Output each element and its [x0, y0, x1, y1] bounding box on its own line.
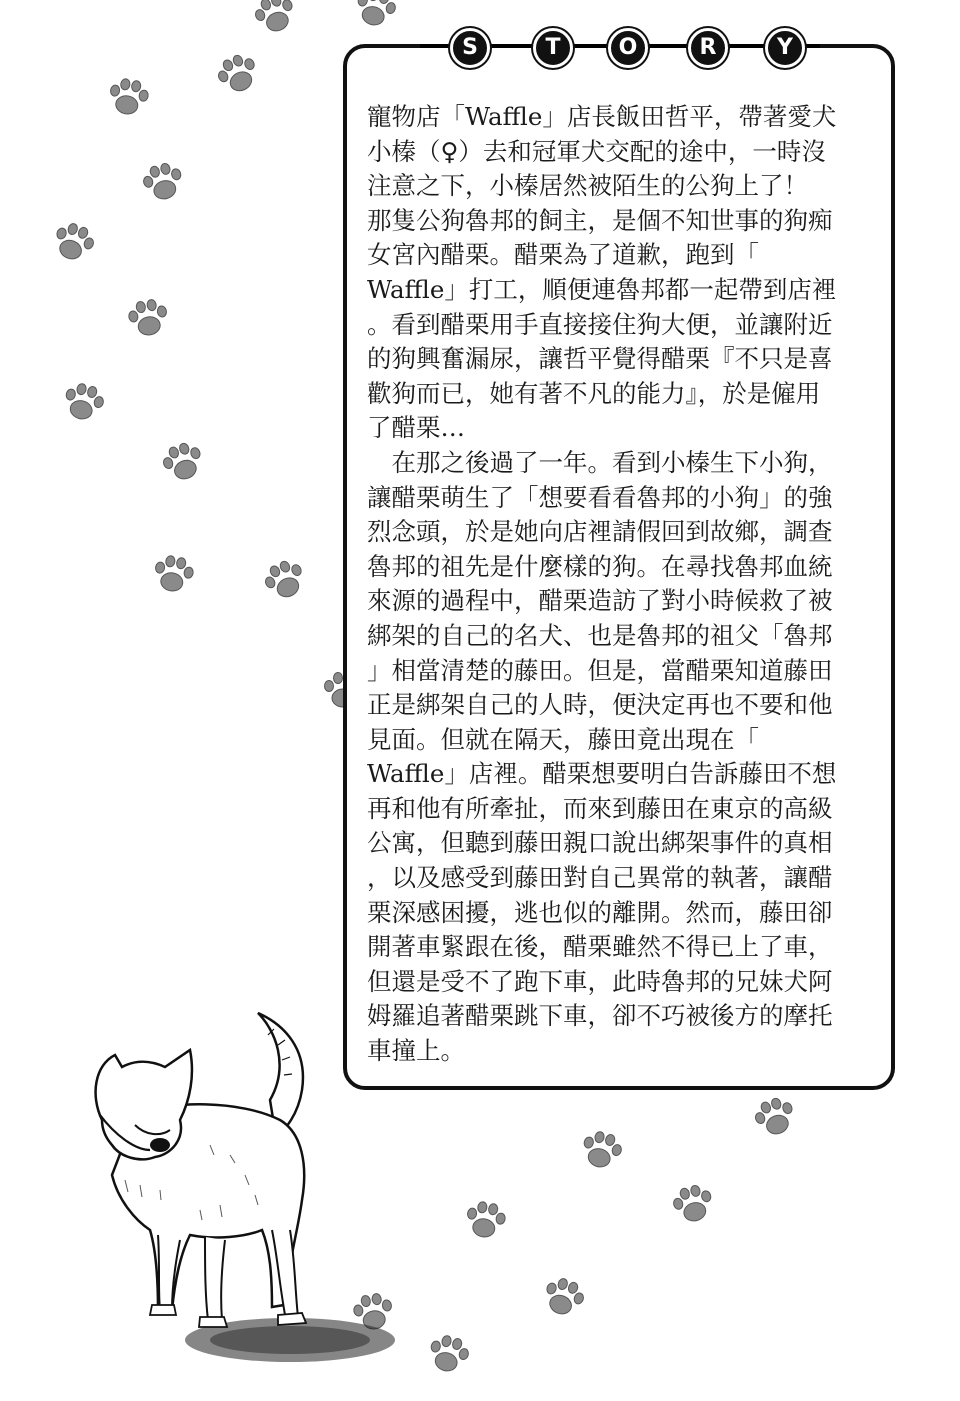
story-line: 歡狗而已，她有著不凡的能力』，於是僱用 — [367, 378, 821, 408]
story-header — [420, 22, 820, 70]
story-line: 那隻公狗魯邦的飼主，是個不知世事的狗痴 — [367, 205, 833, 235]
paw-print-icon — [246, 0, 305, 44]
story-line: 」相當清楚的藤田。但是，當醋栗知道藤田 — [367, 655, 833, 685]
paw-print-icon — [146, 548, 199, 601]
story-line: 的狗興奮漏尿，讓哲平覺得醋栗『不只是喜 — [367, 344, 833, 374]
story-line: ，以及感受到藤田對自己異常的執著，讓醋 — [367, 863, 833, 893]
story-line: 姆羅追著醋栗跳下車，卻不巧被後方的摩托 — [367, 1001, 833, 1031]
story-line: 栗深感困擾，逃也似的離開。然而，藤田卻 — [367, 897, 833, 927]
story-line: Waffle」打工，順便連魯邦都一起帶到店裡 — [367, 274, 837, 304]
story-line: Waffle」店裡。醋栗想要明白告訴藤田不想 — [367, 759, 837, 789]
story-line: 見面。但就在隔天，藤田竟出現在「 — [367, 724, 759, 754]
story-line: 寵物店「Waffle」店長飯田哲平，帶著愛犬 — [367, 102, 837, 131]
story-line: 開著車緊跟在後，醋栗雖然不得已上了車， — [367, 932, 833, 962]
paw-print-icon — [154, 434, 213, 493]
story-box — [343, 44, 895, 1090]
paw-print-icon — [347, 0, 403, 37]
story-line: 來源的過程中，醋栗造訪了對小時候救了被 — [367, 586, 833, 616]
story-line: 車撞上。 — [367, 1036, 465, 1066]
paw-print-icon — [207, 44, 268, 105]
paw-print-icon — [101, 71, 154, 124]
story-line: 綁架的自己的名犬、也是魯邦的祖父「魯邦 — [367, 620, 833, 650]
story-line: 小榛（♀）去和冠軍犬交配的途中，一時沒 — [367, 136, 826, 166]
story-line: 烈念頭，於是她向店裡請假回到故鄉，調查 — [367, 517, 833, 547]
paw-print-icon — [746, 1089, 805, 1148]
paw-print-icon — [458, 1194, 511, 1247]
story-line: 但還是受不了跑下車，此時魯邦的兄妹犬阿 — [367, 966, 833, 996]
story-line: 公寓，但聽到藤田親口說出綁架事件的真相 — [367, 828, 833, 858]
story-text — [367, 100, 877, 1069]
paw-print-icon — [135, 155, 191, 211]
paw-print-icon — [420, 1327, 476, 1383]
paw-print-icon — [254, 550, 315, 611]
story-letter-t: T — [533, 28, 573, 68]
story-line: 讓醋栗萌生了「想要看看魯邦的小狗」的強 — [367, 482, 833, 512]
paw-print-icon — [534, 1269, 593, 1328]
story-line: 在那之後過了一年。看到小榛生下小狗， — [367, 447, 833, 477]
story-line: 再和他有所牽扯，而來到藤田在東京的高級 — [367, 793, 833, 823]
story-line: 了醋栗… — [367, 413, 465, 443]
paw-print-icon — [44, 214, 103, 273]
story-letter-o: O — [608, 28, 648, 68]
paw-print-icon — [121, 292, 174, 345]
paw-print-icon — [665, 1177, 721, 1233]
story-line: 正是綁架自己的人時，便決定再也不要和他 — [367, 690, 833, 720]
story-line: 魯邦的祖先是什麼樣的狗。在尋找魯邦血統 — [367, 551, 833, 581]
story-letter-y: Y — [765, 28, 805, 68]
story-letter-r: R — [688, 28, 728, 68]
paw-print-icon — [573, 1123, 629, 1179]
story-letter-s: S — [450, 28, 490, 68]
story-line: 。看到醋栗用手直接接住狗大便，並讓附近 — [367, 309, 833, 339]
paw-print-icon — [55, 375, 111, 431]
story-line: 注意之下，小榛居然被陌生的公狗上了！ — [367, 171, 808, 201]
story-line: 女宮內醋栗。醋栗為了道歉，跑到「 — [367, 240, 759, 270]
